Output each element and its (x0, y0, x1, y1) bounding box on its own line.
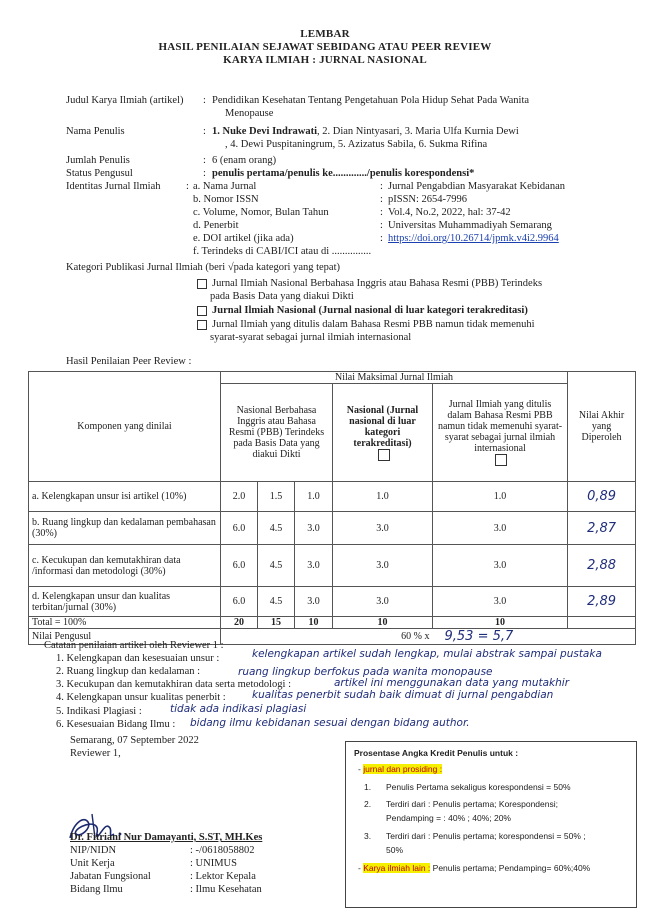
catatan-label-6: 6. Kesesuaian Bidang Ilmu : (56, 719, 176, 730)
status-label: Status Pengusul (66, 168, 133, 179)
checkbox-icon[interactable] (495, 454, 507, 466)
table-row (29, 545, 636, 587)
nip-label: NIP/NIDN (70, 845, 117, 856)
place-date: Semarang, 07 September 2022 (70, 735, 199, 746)
catatan-label-2: 2. Ruang lingkup dan kedalaman : (56, 666, 201, 677)
judul-value-2: Menopause (225, 108, 274, 119)
pengusul-label: Nilai Pengusul (29, 629, 221, 645)
catatan-label-5: 5. Indikasi Plagiasi : (56, 706, 142, 717)
hasil-label: Hasil Penilaian Peer Review : (66, 356, 192, 367)
cell: 4.5 (258, 545, 295, 587)
row-label: c. Kecukupan dan kemutakhiran data /informasi dan metodologi (30%) (29, 545, 221, 587)
catatan-hand-6: bidang ilmu kebidanan sesuai dengan bidang author. (190, 717, 470, 729)
cell: 4.5 (258, 587, 295, 617)
doi-link[interactable]: https://doi.org/10.26714/jpmk.v4i2.9964 (388, 233, 559, 244)
row-label: d. Kelengkapan unsur dan kualitas terbitan/jurnal (30%) (29, 587, 221, 617)
col-header-b: Nasional (Jurnal nasional di luar kategori terakreditasi) (333, 384, 433, 482)
cell: 3.0 (295, 512, 333, 545)
karya-label: Karya ilmiah lain : (363, 863, 431, 873)
identitas-val-a: Jurnal Pengabdian Masyarakat Kebidanan (388, 181, 565, 192)
info-j3a: Terdiri dari : Penulis pertama; korespondensi = 50% ; (386, 831, 586, 841)
cell: 3.0 (333, 587, 433, 617)
cell: 15 (258, 617, 295, 629)
cell: 3.0 (433, 545, 568, 587)
unit-label: Unit Kerja (70, 858, 115, 869)
komponen-header: Komponen yang dinilai (29, 372, 221, 482)
identitas-key-e: e. DOI artikel (jika ada) (193, 233, 294, 244)
cell: 1.0 (295, 482, 333, 512)
total-row (29, 617, 636, 629)
identitas-val-b: pISSN: 2654-7996 (388, 194, 468, 205)
first-author: 1. Nuke Devi Indrawati (212, 126, 318, 137)
cell: 3.0 (433, 587, 568, 617)
cell: 3.0 (295, 587, 333, 617)
karya-item: - Karya ilmiah lain : Penulis pertama; Pendamping= 60%;40% (358, 863, 591, 873)
terindeks-line: f. Terindeks di CABI/ICI atau di ............... (193, 246, 372, 257)
bidang-label: Bidang Ilmu (70, 884, 123, 895)
catatan-label-1: 1. Kelengkapan dan kesesuaian unsur : (56, 653, 220, 664)
col-header-a: Nasional Berbahasa Inggris atau Bahasa Resmi (PBB) Terindeks pada Basis Data yang diakui Dikti (221, 384, 333, 482)
cell: 3.0 (295, 545, 333, 587)
catatan-hand-5: tidak ada indikasi plagiasi (170, 703, 307, 715)
doc-title-line3: KARYA ILMIAH : JURNAL NASIONAL (223, 54, 427, 66)
catatan-hand-1: kelengkapan artikel sudah lengkap, mulai abstrak sampai pustaka (252, 648, 602, 660)
cell: 4.5 (258, 512, 295, 545)
nilai-akhir-header: Nilai Akhir yang Diperoleh (568, 372, 636, 482)
info-j2a: Terdiri dari : Penulis pertama; Korespondensi; (386, 799, 558, 809)
catatan-hand-2: ruang lingkup berfokus pada wanita monopause (238, 666, 493, 678)
judul-value: Pendidikan Kesehatan Tentang Pengetahuan Pola Hidup Sehat Pada Wanita (212, 95, 530, 106)
cell: 10 (295, 617, 333, 629)
checkbox-icon[interactable] (197, 279, 207, 289)
kategori-option-1[interactable]: Jurnal Ilmiah Nasional Berbahasa Inggris atau Bahasa Resmi (PBB) Terindeks (197, 278, 542, 289)
pengusul-formula: 60 % x (221, 629, 433, 645)
identitas-label: Identitas Jurnal Ilmiah (66, 181, 161, 192)
score-cell: 2,88 (568, 545, 636, 587)
info-title: Prosentase Angka Kredit Penulis untuk : (354, 748, 519, 758)
status-value: penulis pertama/penulis ke............./penulis korespondensi* (212, 168, 475, 179)
row-label: a. Kelengkapan unsur isi artikel (10%) (29, 482, 221, 512)
table-row (29, 482, 636, 512)
cell: 2.0 (221, 482, 258, 512)
judul-label: Judul Karya Ilmiah (artikel) (66, 95, 184, 106)
row-label: b. Ruang lingkup dan kedalaman pembahasan (30%) (29, 512, 221, 545)
jumlah-label: Jumlah Penulis (66, 155, 130, 166)
cell: 6.0 (221, 512, 258, 545)
score-cell: 2,87 (568, 512, 636, 545)
cell: 6.0 (221, 545, 258, 587)
identitas-val-d: Universitas Muhammadiyah Semarang (388, 220, 552, 231)
checkbox-icon[interactable] (378, 449, 390, 461)
pengusul-value: 9,53 = 5,7 (433, 629, 636, 645)
identitas-key-b: b. Nomor ISSN (193, 194, 259, 205)
angka-kredit-box: Prosentase Angka Kredit Penulis untuk : - jurnal dan prosiding : 1. Penulis Pertama sekaligus korespondensi = 50% 2. Terdiri dari : Penulis pertama; Korespondensi; Pendamping = : 40% ; 40%; 20% 3. Terdiri dari : Penulis pertama; korespondensi = 50% ; 50% - Karya ilmiah lain : Penulis pertama; Pendamping= 60%;40% (345, 741, 637, 908)
karya-rest: Penulis pertama; Pendamping= 60%;40% (430, 863, 591, 873)
score-cell: 2,89 (568, 587, 636, 617)
cell: 1.0 (333, 482, 433, 512)
cell: 1.0 (433, 482, 568, 512)
bidang-value: : Ilmu Kesehatan (190, 884, 262, 895)
info-j3b: 50% (386, 845, 404, 855)
cell: 3.0 (333, 545, 433, 587)
catatan-label-3: 3. Kecukupan dan kemutakhiran data serta metodologi : (56, 679, 292, 690)
catatan-hand-3: artikel ini menggunakan data yang mutakhir (334, 677, 570, 689)
identitas-key-c: c. Volume, Nomor, Bulan Tahun (193, 207, 329, 218)
other-authors: , 2. Dian Nintyasari, 3. Maria Ulfa Kurnia Dewi (317, 126, 519, 137)
jurnal-prosiding-label: jurnal dan prosiding : (363, 764, 443, 774)
checkbox-icon[interactable] (197, 320, 207, 330)
catatan-hand-4: kualitas penerbit sudah baik dimuat di jurnal pengabdian (252, 689, 554, 701)
cell: 3.0 (333, 512, 433, 545)
penulis-value-2: , 4. Dewi Puspitaningrum, 5. Azizatus Sabila, 6. Sukma Rifina (225, 139, 488, 150)
jurnal-prosiding-item: - jurnal dan prosiding : (358, 764, 443, 774)
penulis-label: Nama Penulis (66, 126, 125, 137)
kategori-option-3-cont: syarat-syarat sebagai jurnal ilmiah internasional (210, 332, 412, 343)
table-row (29, 587, 636, 617)
kategori-option-3[interactable]: Jurnal Ilmiah yang ditulis dalam Bahasa Resmi PBB namun tidak memenuhi (197, 319, 535, 330)
cell: 10 (433, 617, 568, 629)
doc-title-line1: LEMBAR (300, 28, 350, 40)
info-j1: Penulis Pertama sekaligus korespondensi = 50% (386, 782, 571, 792)
catatan-title: Catatan penilaian artikel oleh Reviewer 1 : (44, 640, 224, 651)
cell: 1.5 (258, 482, 295, 512)
col-header-c: Jurnal Ilmiah yang ditulis dalam Bahasa Resmi PBB namun tidak memenuhi syarat-syarat sebagai jurnal ilmiah internasional (433, 384, 568, 482)
reviewer-name: Dr. Fitriani Nur Damayanti, S.ST, MH.Kes (70, 832, 263, 843)
score-table (28, 371, 636, 645)
cell: 10 (333, 617, 433, 629)
doc-title-line2: HASIL PENILAIAN SEJAWAT SEBIDANG ATAU PEER REVIEW (158, 41, 492, 53)
total-label: Total = 100% (29, 617, 221, 629)
score-cell: 0,89 (568, 482, 636, 512)
jabatan-label: Jabatan Fungsional (70, 871, 151, 882)
kategori-option-2[interactable]: Jurnal Ilmiah Nasional (Jurnal nasional di luar kategori terakreditasi) (197, 305, 528, 316)
cell: 6.0 (221, 587, 258, 617)
unit-value: : UNIMUS (190, 858, 237, 869)
nip-value: : -/0618058802 (190, 845, 255, 856)
cell: 3.0 (433, 512, 568, 545)
info-j2b: Pendamping = : 40% ; 40%; 20% (386, 813, 511, 823)
identitas-val-c: Vol.4, No.2, 2022, hal: 37-42 (388, 207, 511, 218)
jabatan-value: : Lektor Kepala (190, 871, 256, 882)
table-row (29, 512, 636, 545)
identitas-key-d: d. Penerbit (193, 220, 239, 231)
penulis-value (212, 126, 519, 137)
kategori-title: Kategori Publikasi Jurnal Ilmiah (beri √pada kategori yang tepat) (66, 262, 341, 273)
kategori-option-1-cont: pada Basis Data yang diakui Dikti (210, 291, 354, 302)
checkbox-icon[interactable] (197, 306, 207, 316)
cell: 20 (221, 617, 258, 629)
jumlah-value: 6 (enam orang) (212, 155, 277, 166)
identitas-key-a: a. Nama Jurnal (193, 181, 257, 192)
nilai-max-header: Nilai Maksimal Jurnal Ilmiah (221, 372, 568, 384)
reviewer-label: Reviewer 1, (70, 748, 121, 759)
catatan-label-4: 4. Kelengkapan unsur kualitas penerbit : (56, 692, 226, 703)
